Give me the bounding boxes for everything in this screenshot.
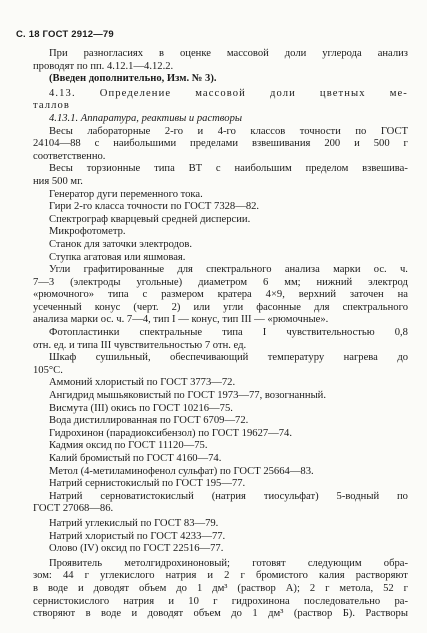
- paragraph-line: зом: 44 г углекислого натрия и 2 г бромистого калия растворяют: [33, 570, 408, 582]
- paragraph-line: ГОСТ 27068—86.: [33, 503, 114, 515]
- paragraph-line: Проявитель метолгидрохиноновый; готовят следующим обра-: [49, 557, 408, 569]
- list-item: Спектрограф кварцевый средней дисперсии.: [49, 213, 251, 225]
- paragraph-line: 24104—88 с наибольшими пределами взвешивания 200 и 500 г: [33, 138, 408, 150]
- paragraph-line: сернистокислого натрия и 10 г гидрохинона последовательно ра-: [33, 595, 408, 607]
- paragraph-line: 105°С.: [33, 364, 63, 376]
- paragraph-line: Фотопластинки спектральные типа I чувствительностью 0,8: [49, 327, 408, 339]
- list-item: Олово (IV) оксид по ГОСТ 22516—77.: [49, 543, 224, 555]
- section-heading: таллов: [33, 100, 71, 112]
- list-item: Гири 2-го класса точности по ГОСТ 7328—82.: [49, 201, 260, 213]
- paragraph-line: Натрий серноватистокислый (натрия тиосульфат) 5-водный по: [49, 490, 408, 502]
- list-item: Висмута (III) окись по ГОСТ 10216—75.: [49, 402, 233, 414]
- list-item: Генератор дуги переменного тока.: [49, 188, 203, 200]
- list-item: Аммоний хлористый по ГОСТ 3773—72.: [49, 377, 236, 389]
- list-item: Микрофотометр.: [49, 226, 126, 238]
- amendment-note: (Введен дополнительно, Изм. № 3).: [49, 73, 217, 85]
- paragraph-line: Весы торзионные типа ВТ с наибольшим пределом взвешива-: [49, 163, 408, 175]
- list-item: Станок для заточки электродов.: [49, 238, 192, 250]
- paragraph-line: усеченный конус (черт. 2) или угли фасонные для спектрального: [33, 301, 408, 313]
- list-item: Ступка агатовая или яшмовая.: [49, 251, 186, 263]
- list-item: Ангидрид мышьяковистый по ГОСТ 1973—77, возогнанный.: [49, 390, 327, 402]
- list-item: Натрий хлористый по ГОСТ 4233—77.: [49, 530, 226, 542]
- list-item: Натрий углекислый по ГОСТ 83—79.: [49, 517, 219, 529]
- paragraph-line: Весы лабораторные 2-го и 4-го классов точности по ГОСТ: [49, 125, 408, 137]
- paragraph-line: анализа марки ос. ч. 7—4, тип I — конус, тип III — «рюмочные».: [33, 314, 329, 326]
- subsection-heading: 4.13.1. Аппаратура, реактивы и растворы: [49, 112, 243, 124]
- paragraph-line: проводят по пп. 4.12.1—4.12.2.: [33, 60, 174, 72]
- paragraph-line: ния 500 мг.: [33, 175, 83, 187]
- paragraph-line: Шкаф сушильный, обеспечивающий температуру нагрева до: [49, 352, 408, 364]
- paragraph-line: Угли графитированные для спектрального анализа марки ос. ч.: [49, 264, 408, 276]
- list-item: Кадмия оксид по ГОСТ 11120—75.: [49, 440, 208, 452]
- document-body: [33, 48, 408, 621]
- page-header: С. 18 ГОСТ 2912—79: [16, 29, 114, 40]
- section-heading: 4.13. Определение массовой доли цветных ме-: [49, 87, 408, 99]
- list-item: Вода дистиллированная по ГОСТ 6709—72.: [49, 415, 249, 427]
- paragraph-line: соответственно.: [33, 150, 106, 162]
- list-item: Калий бромистый по ГОСТ 4160—74.: [49, 453, 222, 464]
- paragraph-line: в воде и доводят объем до 1 дм³ (раствор А); 2 г метола, 52 г: [33, 582, 408, 594]
- list-item: Гидрохинон (парадиоксибензол) по ГОСТ 19627—74.: [49, 427, 292, 439]
- paragraph-line: створяют в воде и доводят объем до 1 дм³ (раствор Б). Растворы: [33, 608, 408, 620]
- paragraph-line: 7—3 (электроды угольные) диаметром 6 мм; нижний электрод: [33, 276, 408, 288]
- paragraph-line: «рюмочного» типа с размером кратера 4×9, верхний заточен на: [33, 289, 408, 301]
- list-item: Натрий сернистокислый по ГОСТ 195—77.: [49, 478, 246, 490]
- list-item: Метол (4-метиламинофенол сульфат) по ГОСТ 25664—83.: [49, 465, 314, 477]
- paragraph-line: При разногласиях в оценке массовой доли углерода анализ: [49, 48, 408, 59]
- paragraph-line: отн. ед. и типа III чувствительностью 7 отн. ед.: [33, 339, 247, 351]
